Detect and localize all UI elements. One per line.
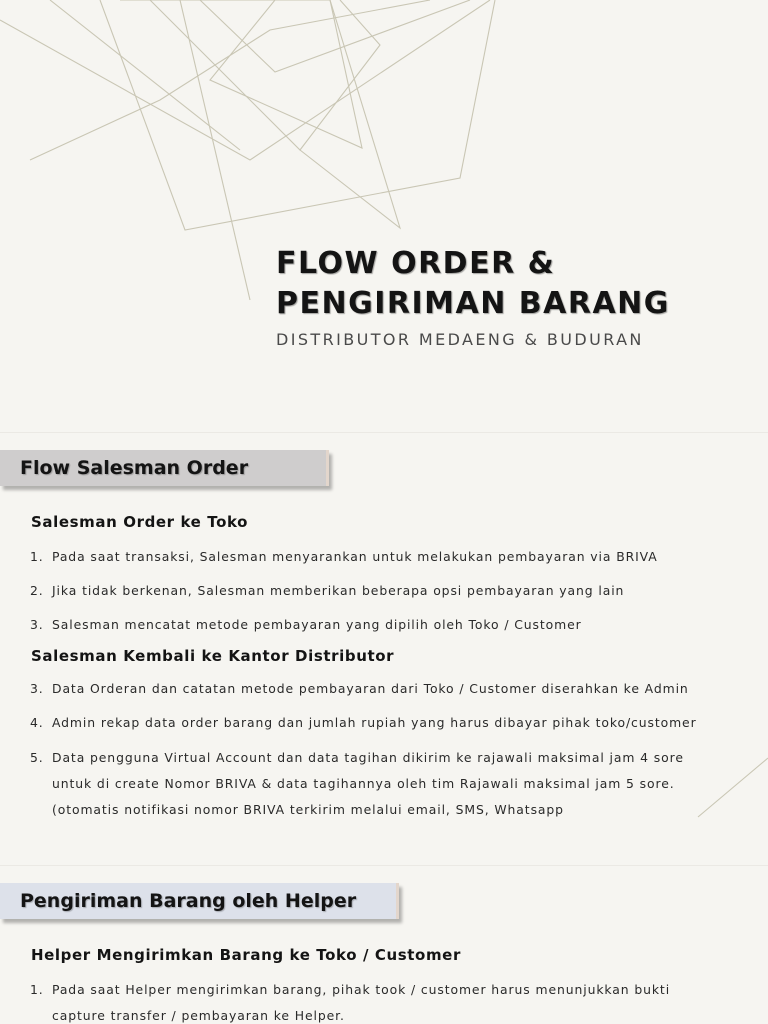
title-block (276, 244, 756, 349)
list-number: 2. (30, 583, 44, 598)
list-text-continuation: capture transfer / pembayaran ke Helper. (52, 1008, 345, 1023)
list-text-continuation: untuk di create Nomor BRIVA & data tagihannya oleh tim Rajawali maksimal jam 5 sore. (52, 776, 675, 791)
list-text: Admin rekap data order barang dan jumlah rupiah yang harus dibayar pihak toko/customer (52, 715, 697, 730)
sub-heading-order-ke-toko: Salesman Order ke Toko (31, 513, 249, 531)
list-text: Salesman mencatat metode pembayaran yang dipilih oleh Toko / Customer (52, 617, 582, 632)
list-item (30, 676, 750, 702)
list-text: Data pengguna Virtual Account dan data tagihan dikirim ke rajawali maksimal jam 4 sore (52, 750, 684, 765)
title-line-1: FLOW ORDER & (276, 246, 556, 281)
list-text: Data Orderan dan catatan metode pembayaran dari Toko / Customer diserahkan ke Admin (52, 681, 689, 696)
list-number: 3. (30, 681, 44, 696)
list-number: 4. (30, 715, 44, 730)
section-title-box (0, 450, 329, 486)
list-item (30, 745, 750, 823)
list-text: Pada saat Helper mengirimkan barang, pihak took / customer harus menunjukkan bukti (52, 982, 671, 997)
list-item (30, 977, 750, 1024)
section-title: Flow Salesman Order (20, 457, 249, 479)
list-item (30, 710, 750, 736)
list-number: 1. (30, 982, 44, 997)
list-text: Pada saat transaksi, Salesman menyarankan untuk melakukan pembayaran via BRIVA (52, 549, 658, 564)
title-line-2: PENGIRIMAN BARANG (276, 286, 670, 321)
list-number: 1. (30, 549, 44, 564)
list-item (30, 612, 750, 638)
helper-delivery-slide (0, 866, 768, 1024)
list-number: 5. (30, 750, 44, 765)
list-item (30, 544, 750, 570)
list-text: Jika tidak berkenan, Salesman memberikan beberapa opsi pembayaran yang lain (52, 583, 625, 598)
section-title-box (0, 883, 399, 919)
list-item (30, 578, 750, 604)
section-title: Pengiriman Barang oleh Helper (20, 890, 357, 912)
list-number: 3. (30, 617, 44, 632)
sub-heading-kembali-ke-kantor: Salesman Kembali ke Kantor Distributor (31, 647, 395, 665)
salesman-order-slide (0, 433, 768, 865)
decorative-line-art (0, 0, 768, 432)
sub-heading-helper-mengirimkan: Helper Mengirimkan Barang ke Toko / Customer (31, 946, 461, 964)
title-slide (0, 0, 768, 432)
list-text-continuation: (otomatis notifikasi nomor BRIVA terkirim melalui email, SMS, Whatsapp (52, 802, 564, 817)
subtitle: DISTRIBUTOR MEDAENG & BUDURAN (276, 330, 644, 349)
